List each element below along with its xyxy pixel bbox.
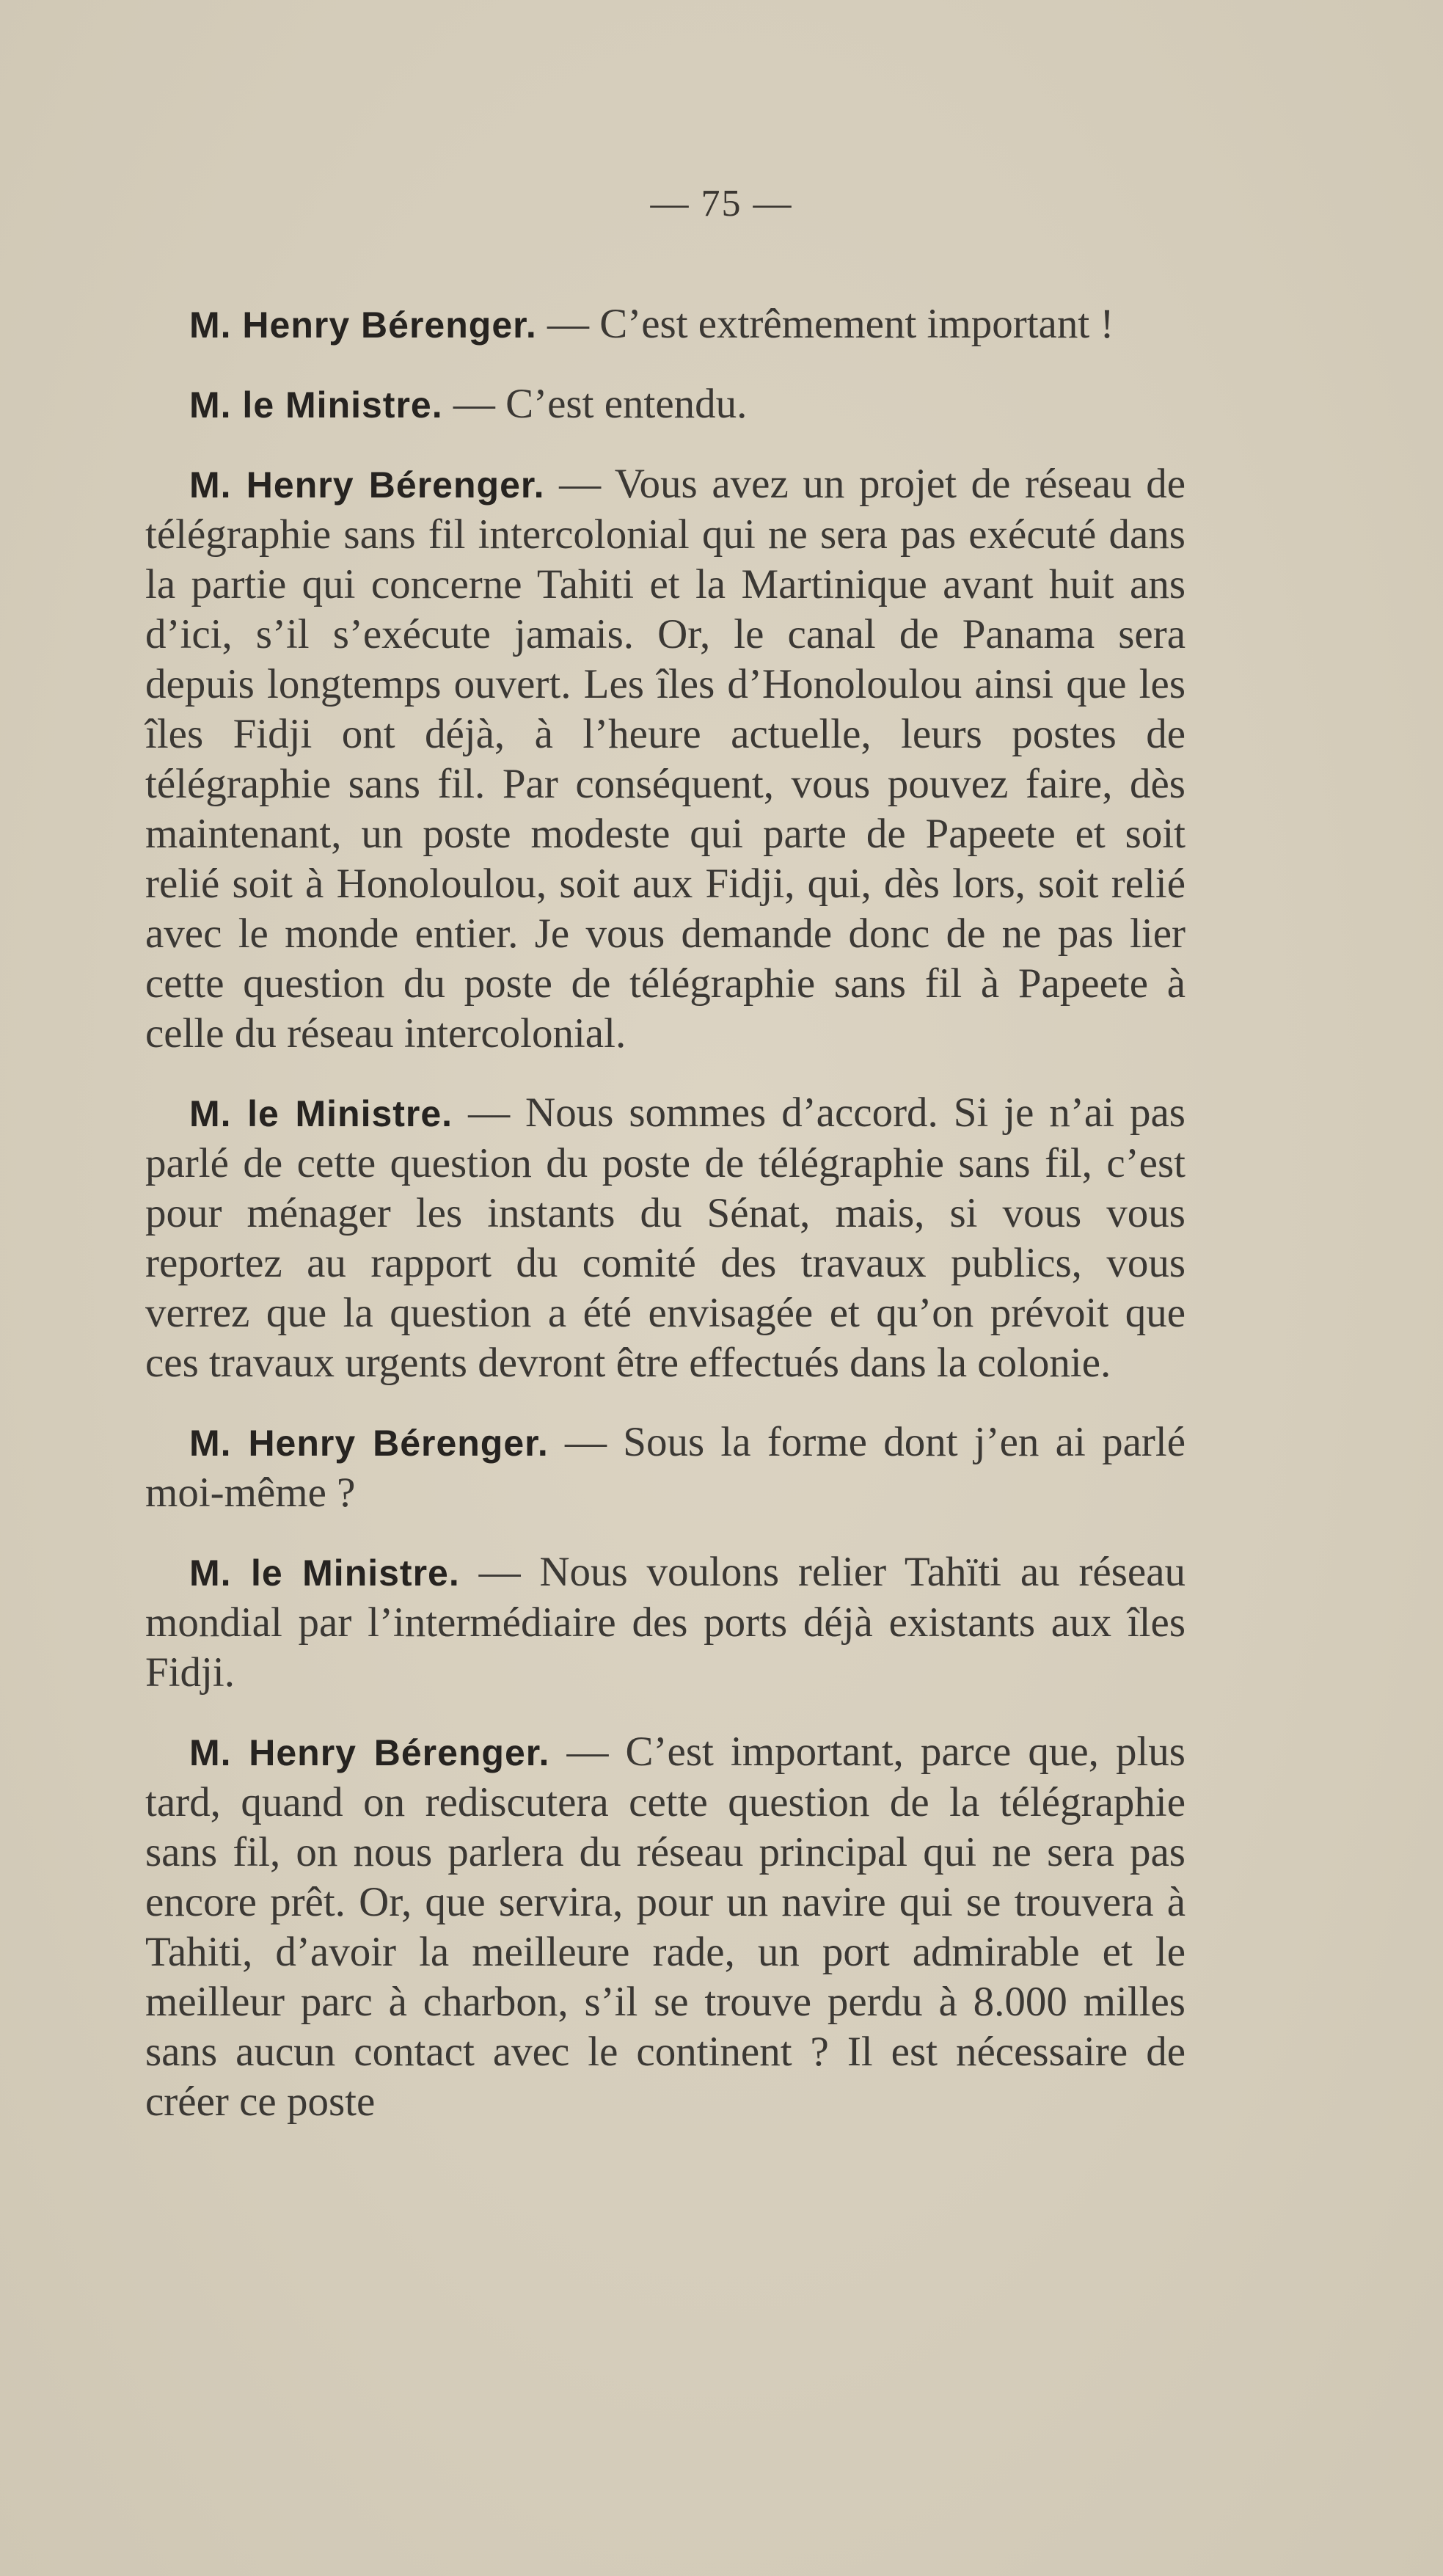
text-body xyxy=(145,299,1186,2156)
paragraph-text: Sous la forme dont j’en ai parlé moi-même ? xyxy=(145,1419,1186,1516)
paragraph-text: Nous sommes d’accord. Si je n’ai pas parlé de cette question du poste de télégraphie sans fil, c’est pour ménager les instants du Sénat, mais, si vous vous reportez au rapport du comité des travaux publics, vous verrez que la question a été envisagée et qu’on prévoit que ces travaux urgents devront être effectués dans la colonie. xyxy=(145,1090,1186,1386)
paragraph xyxy=(145,1417,1186,1518)
speaker-name: M. le Ministre. xyxy=(189,384,443,426)
paragraph-text: Vous avez un projet de réseau de télégraphie sans fil intercolonial qui ne sera pas exécuté dans la partie qui concerne Tahiti et la Martinique avant huit ans d’ici, s’il s’exécute jamais. Or, le canal de Panama sera depuis longtemps ouvert. Les îles d’Honoloulou ainsi que les îles Fidji ont déjà, à l’heure actuelle, leurs postes de télégraphie sans fil. Par conséquent, vous pouvez faire, dès maintenant, un poste modeste qui parte de Papeete et soit relié soit à Honoloulou, soit aux Fidji, qui, dès lors, soit relié avec le monde entier. Je vous demande donc de ne pas lier cette question du poste de télégraphie sans fil à Papeete à celle du réseau intercolonial. xyxy=(145,461,1186,1057)
speaker-name: M. Henry Bérenger. xyxy=(189,464,545,506)
dash-separator: — xyxy=(468,1090,526,1136)
speaker-name: M. Henry Bérenger. xyxy=(189,1732,550,1773)
dash-separator: — xyxy=(547,301,600,347)
paragraph-text: C’est extrêmement important ! xyxy=(599,301,1114,347)
speaker-name: M. le Ministre. xyxy=(189,1093,453,1134)
paragraph xyxy=(145,299,1186,350)
paragraph xyxy=(145,1547,1186,1698)
dash-separator: — xyxy=(565,1419,624,1465)
paragraph-text: C’est entendu. xyxy=(505,381,748,427)
paragraph-text: Nous voulons relier Tahïti au réseau mondial par l’intermédiaire des ports déjà existants aux îles Fidji. xyxy=(145,1549,1186,1696)
speaker-name: M. Henry Bérenger. xyxy=(189,1423,549,1464)
paragraph xyxy=(145,1727,1186,2127)
dash-separator: — xyxy=(559,461,615,507)
paragraph xyxy=(145,1088,1186,1388)
dash-separator: — xyxy=(566,1729,626,1775)
speaker-name: M. Henry Bérenger. xyxy=(189,304,537,346)
page-number: — 75 — xyxy=(650,183,793,225)
paragraph xyxy=(145,459,1186,1059)
speaker-name: M. le Ministre. xyxy=(189,1552,460,1594)
dash-separator: — xyxy=(453,381,506,427)
paragraph-text: C’est important, parce que, plus tard, quand on rediscutera cette question de la télégraphie sans fil, on nous parlera du réseau principal qui ne sera pas encore prêt. Or, que servira, pour un navire qui se trouvera à Tahiti, d’avoir la meilleure rade, un port admirable et le meilleur parc à charbon, s’il se trouve perdu à 8.000 milles sans aucun contact avec le continent ? Il est nécessaire de créer ce poste xyxy=(145,1729,1186,2125)
paragraph xyxy=(145,379,1186,430)
dash-separator: — xyxy=(478,1549,540,1595)
